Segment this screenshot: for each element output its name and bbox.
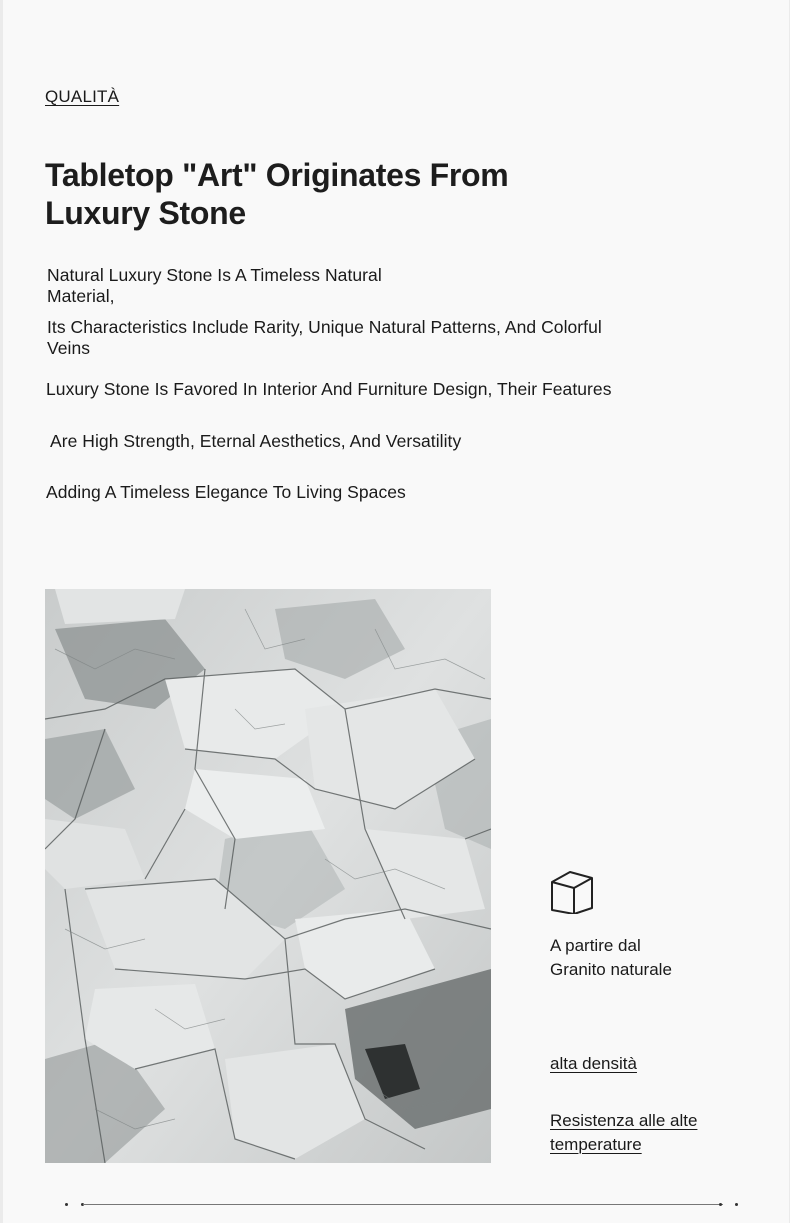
page — [3, 0, 789, 1223]
paragraph-characteristics: Its Characteristics Include Rarity, Unique Natural Patterns, And Colorful Veins — [47, 317, 602, 358]
headline: Tabletop "Art" Originates From Luxury Stone — [45, 157, 509, 231]
feature-origin-line2: Granito naturale — [550, 960, 672, 979]
paragraph-interior-design: Luxury Stone Is Favored In Interior And Furniture Design, Their Features — [46, 379, 612, 399]
section-label: QUALITÀ — [45, 87, 120, 106]
marble-texture — [45, 589, 491, 1163]
paragraph-features: Are High Strength, Eternal Aesthetics, And Versatility — [50, 431, 462, 451]
marble-stone-image — [45, 589, 491, 1163]
paragraph-natural-material: Natural Luxury Stone Is A Timeless Natural Material, — [47, 265, 382, 306]
cube-icon — [550, 870, 594, 914]
divider-dot — [735, 1203, 738, 1206]
paragraph-elegance: Adding A Timeless Elegance To Living Spaces — [46, 482, 406, 502]
divider-dot — [65, 1203, 68, 1206]
feature-heat-resistance: Resistenza alle alte temperature — [550, 1111, 698, 1154]
feature-density: alta densità — [550, 1054, 637, 1073]
divider-dot — [719, 1203, 722, 1206]
feature-origin — [550, 934, 750, 982]
bottom-divider — [83, 1204, 723, 1205]
feature-origin-line1: A partire dal — [550, 936, 641, 955]
